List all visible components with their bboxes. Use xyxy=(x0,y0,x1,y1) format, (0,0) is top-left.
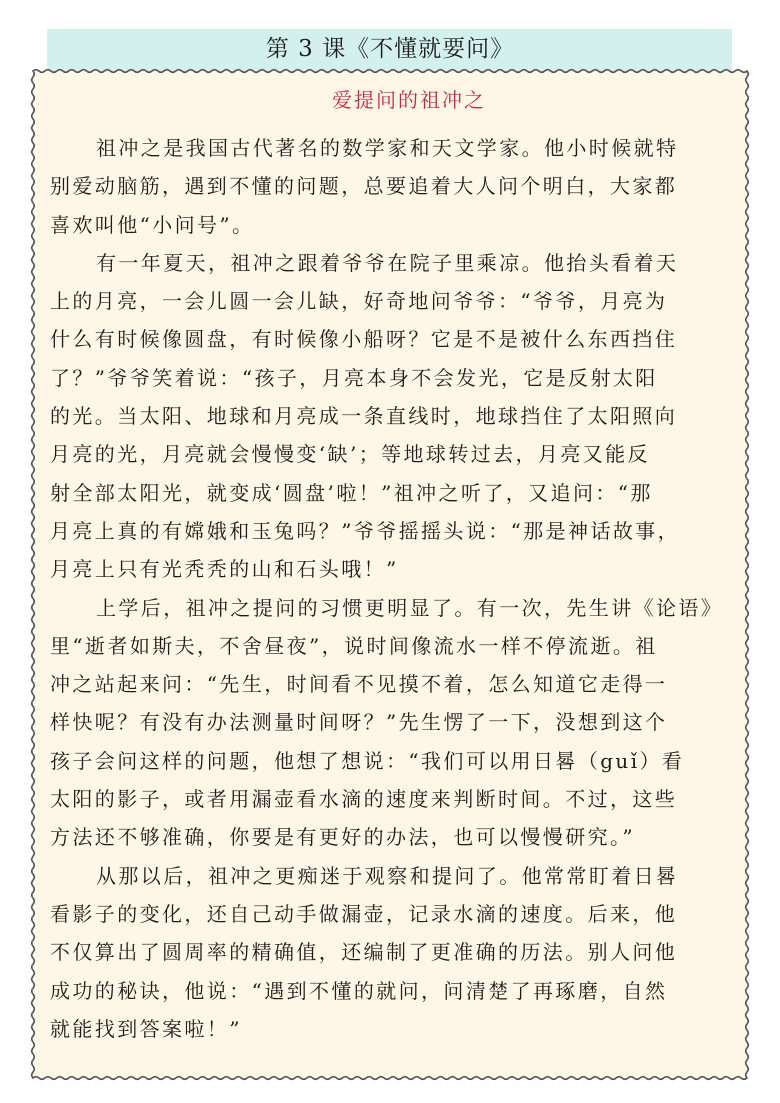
text-line: 上学后，祖冲之提问的习惯更明显了。有一次，先生讲《论语》 xyxy=(96,595,724,620)
text-line: 祖冲之是我国古代著名的数学家和天文学家。他小时候就特 xyxy=(96,136,679,160)
text-line: 太阳的影子，或者用漏壶看水滴的速度来判断时间。不过，这些 xyxy=(50,787,678,812)
text-line: 射全部太阳光，就变成‘圆盘’啦！”祖冲之听了，又追问：“那 xyxy=(50,480,653,505)
text-line: 别爱动脑筋，遇到不懂的问题，总要追着大人问个明白，大家都 xyxy=(50,174,678,199)
story-subtitle: 爱提问的祖冲之 xyxy=(332,88,486,112)
text-line: 了？”爷爷笑着说：“孩子，月亮本身不会发光，它是反射太阳 xyxy=(50,365,658,390)
text-line: 就能找到答案啦！” xyxy=(50,1016,242,1041)
text-line: 不仅算出了圆周率的精确值，还编制了更准确的历法。别人问他 xyxy=(50,940,678,965)
text-line: 上的月亮，一会儿圆一会儿缺，好奇地问爷爷：“爷爷，月亮为 xyxy=(50,289,668,314)
text-line: 月亮上真的有嫦娥和玉兔吗？”爷爷摇摇头说：“那是神话故事， xyxy=(50,518,681,543)
text-line: 喜欢叫他“小问号”。 xyxy=(50,212,255,237)
text-line: 成功的秘诀，他说：“遇到不懂的就问，问清楚了再琢磨，自然 xyxy=(50,978,668,1003)
text-line: 冲之站起来问：“先生，时间看不见摸不着，怎么知道它走得一 xyxy=(50,672,668,697)
lesson-title: 第 3 课《不懂就要问》 xyxy=(265,36,515,62)
text-line: 样快呢？有没有办法测量时间呀？”先生愣了一下，没想到这个 xyxy=(50,710,668,735)
text-line: 方法还不够准确，你要是有更好的办法，也可以慢慢研究。” xyxy=(50,825,636,850)
text-line: 月亮上只有光秃秃的山和石头哦！” xyxy=(50,557,399,582)
text-line: 有一年夏天，祖冲之跟着爷爷在院子里乘凉。他抬头看着天 xyxy=(96,250,679,275)
text-line: 孩子会问这样的问题，他想了想说：“我们可以用日晷（guǐ）看 xyxy=(50,748,685,773)
text-line: 什么有时候像圆盘，有时候像小船呀？它是不是被什么东西挡住 xyxy=(50,327,678,352)
text-line: 看影子的变化，还自己动手做漏壶，记录水滴的速度。后来，他 xyxy=(50,901,678,926)
text-line: 里“逝者如斯夫，不舍昼夜”，说时间像流水一样不停流逝。祖 xyxy=(50,633,658,658)
text-line: 月亮的光，月亮就会慢慢变‘缺’；等地球转过去，月亮又能反 xyxy=(50,442,650,467)
story-body xyxy=(50,129,740,1048)
text-line: 从那以后，祖冲之更痴迷于观察和提问了。他常常盯着日晷 xyxy=(96,863,679,888)
text-line: 的光。当太阳、地球和月亮成一条直线时，地球挡住了太阳照向 xyxy=(50,404,678,429)
